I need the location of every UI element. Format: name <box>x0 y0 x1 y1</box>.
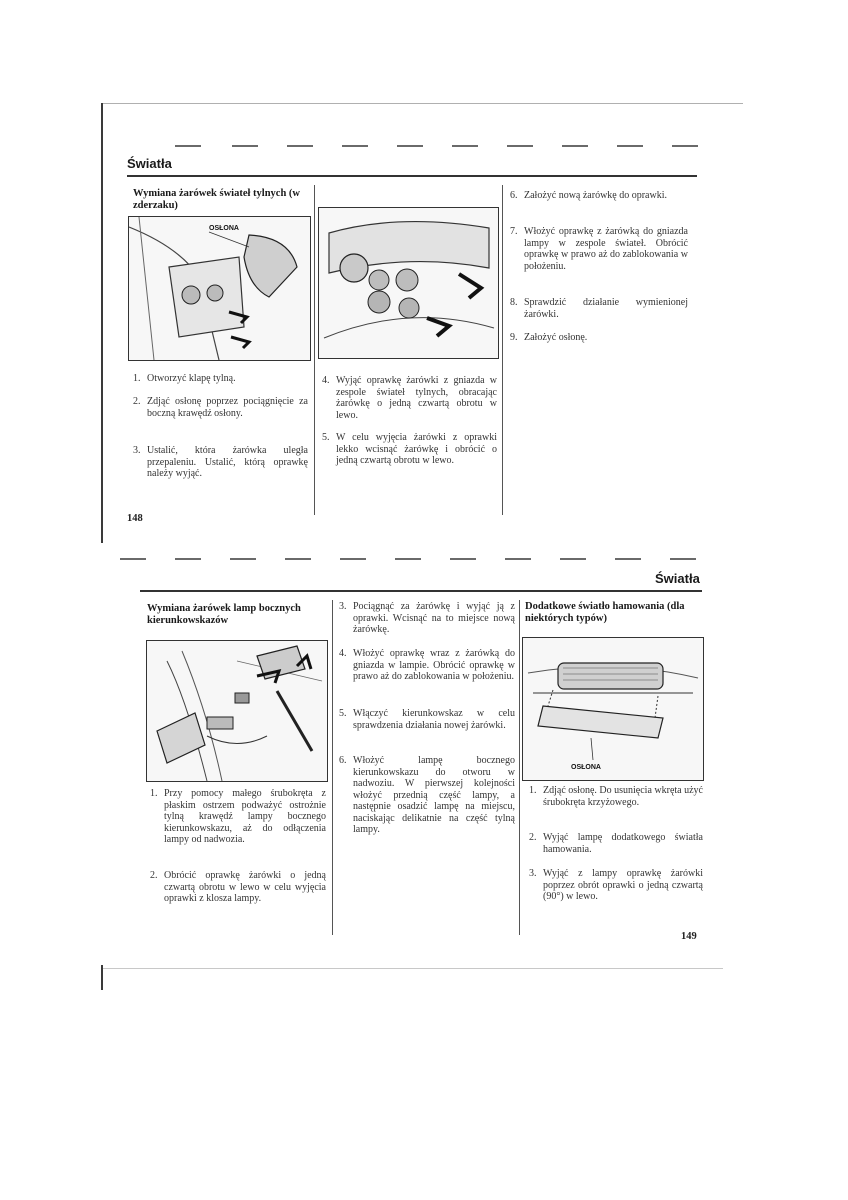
fold-dash <box>120 558 146 560</box>
page-number-148: 148 <box>127 513 143 524</box>
step-item <box>339 648 515 683</box>
step-item <box>510 332 688 344</box>
figure-bulb-holders <box>318 207 499 359</box>
step-text: Założyć osłonę. <box>524 332 588 343</box>
fold-dash <box>450 558 476 560</box>
fold-dash <box>340 558 366 560</box>
step-text: W celu wyjęcia żarówki z oprawki lekko wcisnąć żarówkę i obrócić o jedną czwartą obrotu w lewo. <box>336 432 497 466</box>
step-text: Założyć nową żarówkę do oprawki. <box>524 190 667 201</box>
fold-dash <box>670 558 696 560</box>
column-rule-2 <box>502 185 503 515</box>
fold-dash <box>505 558 531 560</box>
step-number: 1. <box>150 788 158 799</box>
fold-dash <box>672 145 698 147</box>
section-title-side-indicators: Wymiana żarówek lamp bocznych kierunkowskazów <box>147 603 301 626</box>
fold-dash <box>230 558 256 560</box>
step-number: 8. <box>510 297 518 308</box>
step-text: Włożyć lampę bocznego kierunkowskazu do otworu w nadwoziu. W pierwszej kolejności włożyć przednią część lampy, a następnie osadzić lampę na miejscu, naciskając delikatnie na część tylną lampy. <box>353 755 515 835</box>
step-number: 4. <box>339 648 347 659</box>
step-item <box>133 373 308 385</box>
step-number: 5. <box>322 432 330 443</box>
step-number: 1. <box>133 373 141 384</box>
step-text: Zdjąć osłonę. Do usunięcia wkręta użyć śrubokręta krzyżowego. <box>543 785 703 808</box>
fold-dash <box>560 558 586 560</box>
step-number: 2. <box>133 396 141 407</box>
section-title-rear-lamps: Wymiana żarówek świateł tylnych (w zderzaku) <box>133 188 301 211</box>
step-text: Zdjąć osłonę poprzez pociągnięcie za boczną krawędź osłony. <box>147 396 308 419</box>
fold-dash <box>615 558 641 560</box>
fold-dash <box>395 558 421 560</box>
step-text: Obrócić oprawkę żarówki o jedną czwartą obrotu w lewo w celu wyjęcia oprawki z klosza lampy. <box>164 870 326 904</box>
figure-rear-lamp-cover <box>128 216 311 361</box>
fold-dash <box>452 145 478 147</box>
page-number-149: 149 <box>681 931 697 942</box>
scan-bottom-border <box>103 968 723 969</box>
step-item <box>529 785 703 808</box>
step-item <box>339 755 515 836</box>
step-text: Pociągnąć za żarówkę i wyjąć ją z oprawki. Wcisnąć na to miejsce nową żarówkę. <box>353 601 515 635</box>
step-text: Włożyć oprawkę z żarówką do gniazda lampy w zespole świateł. Obrócić oprawkę w prawo aż do zablokowania w położeniu. <box>524 226 688 272</box>
step-item <box>529 832 703 855</box>
step-text: Wyjąć z lampy oprawkę żarówki poprzez obrót oprawki o jedną czwartą (90°) w lewo. <box>543 868 703 902</box>
step-item <box>150 788 326 846</box>
step-text: Przy pomocy małego śrubokręta z płaskim ostrzem podważyć ostrożnie tylną krawędź lampy bocznego kierunkowskazu, aż do odłączenia lampy od nadwozia. <box>164 788 326 845</box>
column-rule-1 <box>314 185 315 515</box>
header-rule-top <box>127 175 697 177</box>
column-rule-4 <box>519 600 520 935</box>
step-number: 6. <box>510 190 518 201</box>
scan-top-border <box>103 103 743 104</box>
fold-dash <box>287 145 313 147</box>
step-text: Wyjąć oprawkę żarówki z gniazda w zespole świateł tylnych, obracając żarówkę o jedną czwartą obrotu w lewo. <box>336 375 497 421</box>
step-number: 4. <box>322 375 330 386</box>
step-number: 3. <box>529 868 537 879</box>
fold-dash <box>342 145 368 147</box>
step-item <box>510 297 688 320</box>
step-text: Włączyć kierunkowskaz w celu sprawdzenia działania nowej żarówki. <box>353 708 515 731</box>
step-item <box>339 708 515 731</box>
step-item <box>510 226 688 272</box>
step-number: 2. <box>529 832 537 843</box>
step-text: Ustalić, która żarówka uległa przepaleniu. Ustalić, którą oprawkę należy wyjąć. <box>147 445 308 479</box>
step-item <box>322 432 497 467</box>
fold-dash <box>507 145 533 147</box>
step-text: Wyjąć lampę dodatkowego światła hamowania. <box>543 832 703 855</box>
step-number: 1. <box>529 785 537 796</box>
section-header-top: Światła <box>127 156 172 171</box>
step-text: Sprawdzić działanie wymienionej żarówki. <box>524 297 688 320</box>
section-header-bottom: Światła <box>655 571 700 586</box>
step-number: 7. <box>510 226 518 237</box>
step-item <box>133 445 308 480</box>
section-title-brake-light: Dodatkowe światło hamowania (dla niektórych typów) <box>525 601 685 624</box>
fold-dash <box>285 558 311 560</box>
fold-dash <box>617 145 643 147</box>
scan-left-border-top <box>101 103 103 543</box>
step-item <box>322 375 497 421</box>
fold-dash <box>397 145 423 147</box>
step-number: 9. <box>510 332 518 343</box>
step-number: 2. <box>150 870 158 881</box>
step-item <box>529 868 703 903</box>
step-number: 3. <box>339 601 347 612</box>
step-text: Włożyć oprawkę wraz z żarówką do gniazda w lampie. Obrócić oprawkę w prawo aż do zablokowania w położeniu. <box>353 648 515 682</box>
fold-dash <box>175 145 201 147</box>
header-rule-bottom <box>140 590 702 592</box>
step-item <box>150 870 326 905</box>
step-text: Otworzyć klapę tylną. <box>147 373 236 384</box>
step-item <box>510 190 688 202</box>
figure-high-mount-brake-light <box>522 637 704 781</box>
figure-label-oslona-top: OSŁONA <box>209 225 239 232</box>
figure-side-indicator-lamp <box>146 640 328 782</box>
figure-label-oslona-bottom: OSŁONA <box>571 764 601 771</box>
step-item <box>133 396 308 419</box>
step-number: 6. <box>339 755 347 766</box>
fold-dash <box>175 558 201 560</box>
fold-dash <box>562 145 588 147</box>
step-number: 3. <box>133 445 141 456</box>
step-number: 5. <box>339 708 347 719</box>
step-item <box>339 601 515 636</box>
fold-dash <box>232 145 258 147</box>
column-rule-3 <box>332 600 333 935</box>
